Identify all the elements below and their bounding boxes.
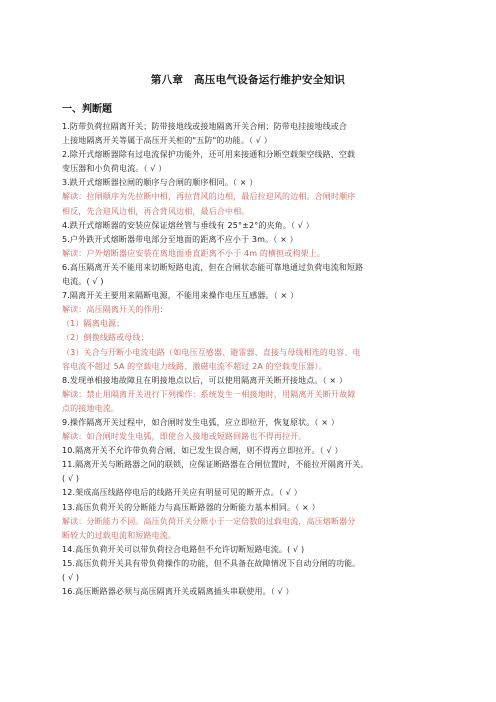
explanation-line: 解读：拉闸顺序为先拉断中相，再拉背风的边相，最后拉迎风的边相。合闸时顺序 <box>62 192 356 202</box>
explanation-line: 点的接地电流。 <box>62 403 120 413</box>
explanation-line: 解读：如合闸时发生电弧，即使合入接地或短路回路也不得再拉开。 <box>62 432 307 442</box>
question-line: 10.隔离开关不允许带负荷合闸，如已发生误合闸，则不得再立即拉开。（ √ ） <box>62 446 343 456</box>
question-line: 电流。( √ ) <box>62 277 104 287</box>
question-line: 9.操作隔离开关过程中，如合闸时发生电弧，应立即拉开，恢复原状。（ × ） <box>62 417 339 427</box>
question-line: 13.高压负荷开关的分断能力与高压断路器的分断能力基本相同。（ × ） <box>62 502 320 512</box>
explanation-line: 断较大的过载电流和短路电流。 <box>62 530 177 540</box>
explanation-line: 解读：高压隔离开关的作用： <box>62 305 168 315</box>
explanation-line: 相反，先合迎风边相，再合背风边相，最后合中相。 <box>62 206 250 216</box>
question-line: 4.跌开式熔断器的安装应保证熔丝管与垂线有 25°±2°的夹角。（ √ ） <box>62 220 314 230</box>
question-line: 11.隔离开关与断路器之间的联锁，应保证断路器在合闸位置时，不能拉开隔离开关。 <box>62 460 369 470</box>
question-line: 5.户外跌开式熔断器带电部分至地面的距离不应小于 3m。（ × ） <box>62 234 298 244</box>
question-line: 6.高压隔离开关不能用来切断短路电流，但在合闸状态能可靠地通过负荷电流和短路 <box>62 262 364 272</box>
explanation-line: 解读：分断能力不同。高压负荷开关分断小于一定倍数的过载电流，高压熔断器分 <box>62 516 356 526</box>
question-line: 15.高压负荷开关具有带负荷操作的功能，但不具备在故障情况下自动分闸的功能。 <box>62 558 361 568</box>
question-line: 1.防带负荷拉隔离开关；防带接地线或接地隔离开关合闸；防带电挂接地线或合 <box>62 122 348 131</box>
explanation-line: （2）倒换线路或母线； <box>62 333 149 343</box>
question-line: 上接地隔离开关等属于高压开关柜的"五防"的功能。（ √ ） <box>62 136 272 146</box>
question-line: 2.除开式熔断器除有过电流保护功能外，还可用来接通和分断空载架空线路、空载 <box>62 150 356 160</box>
section-heading: 一、判断题 <box>62 104 112 115</box>
question-line: 12.架成高压线路停电后的线路开关应有明显可见的断开点。（ √ ） <box>62 488 302 498</box>
question-line: 14.高压负荷开关可以带负荷拉合电路但不允许切断短路电流。( √ ) <box>62 544 305 554</box>
question-line: 16.高压断路器必须与高压隔离开关或隔离插头串联使用。（ √ ） <box>62 587 294 597</box>
question-list <box>62 120 422 599</box>
question-line: ( √ ) <box>62 474 80 484</box>
explanation-line: 容电流不超过 5A 的空载电力线路、激磁电流不超过 2A 的空载变压器）。 <box>62 361 327 371</box>
explanation-line: （3）关合与开断小电流电路（如电压互感器、避雷器、直接与母线相连的电容、电 <box>62 347 361 357</box>
chapter-title: 第八章 高压电气设备运行维护安全知识 <box>150 74 346 86</box>
question-line: 变压器和小负荷电流。（ √ ） <box>62 164 167 174</box>
question-line: 3.跌开式熔断器拉闸的顺序与合闸的顺序相同。（ × ） <box>62 178 258 188</box>
question-line: 8.发现单相接地故障且在明接地点以后，可以使用隔离开关断开接地点。（ × ） <box>62 375 348 385</box>
question-line: 7.隔离开关主要用来隔断电源，不能用来操作电压互感器。（ × ） <box>62 291 299 301</box>
explanation-line: （1）隔离电源； <box>62 319 125 329</box>
explanation-line: 解读：禁止用隔离开关进行下列操作：系统发生一相接地时，用隔离开关断开故障 <box>62 389 356 399</box>
question-line: ( √ ) <box>62 573 80 582</box>
explanation-line: 解读：户外熔断器应安装在离地面垂直距离不小于 4m 的横担或构架上。 <box>62 248 326 258</box>
